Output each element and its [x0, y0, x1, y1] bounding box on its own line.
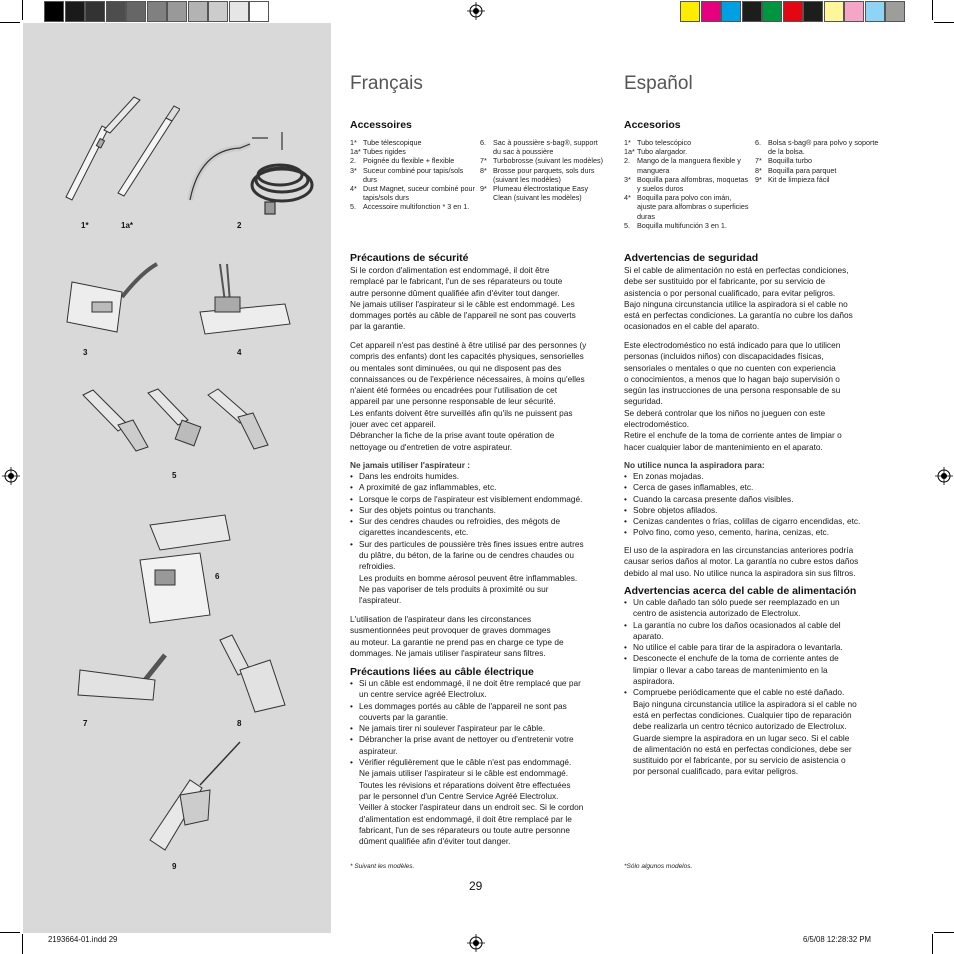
list-item: • Cuando la carcasa presente daños visibles. — [624, 494, 894, 505]
color-swatch — [762, 1, 782, 22]
accessory-number: 8* — [755, 165, 762, 175]
color-swatch — [147, 1, 167, 22]
multifunction-accessory-icon — [78, 385, 283, 455]
list-item: • Lorsque le corps de l'aspirateur est visiblement endommagé. — [350, 494, 612, 505]
accessory-number: 8* — [480, 165, 487, 175]
accessory-text: Kit de limpieza fácil — [768, 174, 830, 184]
color-swatch — [680, 1, 700, 22]
list-item: • Sur des objets pointus ou tranchants. — [350, 505, 612, 516]
accessory-text: Accessoire multifonction * 3 en 1. — [363, 202, 470, 212]
accessory-text: Boquilla para polvo con imán, ajuste para alfombras o superficies duras — [637, 193, 749, 221]
color-swatch — [229, 1, 249, 22]
accessory-number: 7* — [755, 156, 762, 166]
never-use-heading: Ne jamais utiliser l'aspirateur : — [350, 460, 471, 470]
accessory-text: Boquilla turbo — [768, 156, 812, 166]
cable-precautions-list — [624, 597, 894, 778]
list-item: • Débrancher la prise avant de nettoyer ou d'entretenir votre aspirateur. — [350, 734, 612, 757]
crop-mark — [0, 932, 20, 933]
registration-mark-icon — [2, 467, 20, 485]
hose-handle-icon — [180, 130, 315, 225]
list-item: • Sur des particules de poussière très fines issues entre autres du plâtre, du béton, de la farine ou de cendres chaudes ou refroidies. Les produits en bomme aérosol peuvent être inflammables. Ne pas vaporiser de tels produits à proximité ou sur l'aspirateur. — [350, 539, 612, 607]
safety-heading: Advertencias de seguridad — [624, 252, 759, 264]
accessory-item — [350, 138, 475, 147]
crop-mark — [934, 932, 954, 933]
accessory-item — [624, 221, 749, 230]
color-swatch — [167, 1, 187, 22]
list-item: • Dans les endroits humides. — [350, 471, 612, 482]
color-swatch — [249, 1, 269, 22]
figure-label: 2 — [237, 221, 242, 230]
accessory-number: 1* — [350, 138, 357, 147]
list-item: • Polvo fino, como yeso, cemento, harina, cenizas, etc. — [624, 527, 894, 538]
figure-label: 9 — [172, 862, 177, 871]
accessory-number: 7* — [480, 156, 487, 166]
figure-label: 5 — [172, 471, 177, 480]
parquet-brush-icon — [210, 630, 295, 715]
accessory-item — [350, 166, 475, 184]
crop-mark — [22, 0, 23, 20]
color-swatch — [106, 1, 126, 22]
accessory-text: Brosse pour parquets, sols durs (suivant les modèles) — [493, 165, 595, 184]
figure-label: 1* — [81, 221, 89, 230]
accessory-number: 5. — [350, 202, 356, 212]
turbo-brush-icon — [75, 650, 175, 715]
never-use-list — [624, 471, 894, 539]
color-swatch — [803, 1, 823, 22]
accessory-text: Tubo telescópico — [637, 138, 692, 147]
accessory-text: Dust Magnet, suceur combiné pour tapis/sols durs — [363, 184, 475, 203]
figure-label: 1a* — [121, 221, 134, 230]
crop-mark — [934, 22, 954, 23]
safety-paragraph: L'utilisation de l'aspirateur dans les circonstances susmentionnées peut provoquer de graves dommages au moteur. La garantie ne prend pas en charge ce type de dommages. Ne jamais utiliser l'aspirateur sans filtres. — [350, 614, 564, 658]
dust-magnet-nozzle-icon — [195, 262, 295, 342]
never-use-list — [350, 471, 612, 607]
accessory-text: Tube télescopique — [363, 138, 422, 147]
page-number: 29 — [469, 879, 483, 893]
list-item: • Si un câble est endommagé, il ne doit être remplacé que par un centre service agréé Electrolux. — [350, 678, 612, 701]
accessory-item — [624, 147, 749, 156]
accessory-text: Suceur combiné pour tapis/sols durs — [363, 165, 464, 184]
safety-paragraph: Si el cable de alimentación no está en perfectas condiciones, debe ser sustituido por el fabricante, por su servicio de asistencia o por personal cualificado, para evitar peligros. Bajo ninguna circunstancia utilice la aspiradora si el cable no está en perfectas condiciones. La garantía no cubre los daños ocasionados en el cable del aparato. — [624, 265, 853, 332]
accessory-number: 9* — [755, 174, 762, 184]
color-swatch — [44, 1, 64, 22]
crop-mark — [22, 934, 23, 954]
color-swatch — [126, 1, 146, 22]
crop-mark — [0, 22, 20, 23]
accessory-number: 4* — [624, 193, 631, 203]
crop-mark — [932, 934, 933, 954]
accessory-number: 2. — [350, 156, 356, 166]
accessory-number: 1a* — [624, 147, 635, 157]
color-swatch — [824, 1, 844, 22]
section-title-es: Español — [624, 73, 693, 94]
accessory-number: 9* — [480, 184, 487, 194]
accessory-number: 1* — [624, 138, 631, 147]
accessory-text: Tubo alargador. — [637, 147, 688, 157]
accessory-item — [624, 156, 749, 174]
color-swatch — [701, 1, 721, 22]
electrostatic-duster-icon — [140, 740, 250, 855]
accessories-list — [624, 138, 749, 230]
color-swatch — [85, 1, 105, 22]
color-swatch — [65, 1, 85, 22]
accessory-text: Boquilla para parquet — [768, 165, 837, 175]
color-swatch — [742, 1, 762, 22]
figure-label: 8 — [237, 719, 242, 728]
cable-precautions-list — [350, 678, 612, 847]
footnote: * Suivant les modèles. — [350, 863, 415, 870]
accessory-number: 3* — [350, 165, 357, 175]
accessories-list — [480, 138, 605, 202]
registration-mark-icon — [467, 2, 485, 20]
accessory-text: Tubes rigides — [363, 147, 406, 157]
accessory-number: 4* — [350, 184, 357, 194]
accessories-heading: Accessoires — [350, 119, 412, 131]
never-use-heading: No utilice nunca la aspiradora para: — [624, 460, 765, 470]
accessory-item — [480, 184, 605, 202]
color-swatch — [188, 1, 208, 22]
list-item: • Les dommages portés au câble de l'appareil ne sont pas couverts par la garantie. — [350, 701, 612, 724]
accessory-text: Turbobrosse (suivant les modèles) — [493, 156, 603, 166]
list-item: • Ne jamais tirer ni soulever l'aspirateur par le câble. — [350, 723, 612, 734]
footnote: *Sólo algunos modelos. — [624, 863, 693, 870]
cable-heading: Advertencias acerca del cable de alimentación — [624, 585, 857, 597]
file-slug: 2193664-01.indd 29 — [48, 935, 118, 944]
accessories-list — [755, 138, 880, 184]
accessory-text: Mango de la manguera flexible y manguera — [637, 156, 741, 175]
list-item: • Desconecte el enchufe de la toma de corriente antes de limpiar o llevar a cabo tareas de mantenimiento en la aspiradora. — [624, 653, 894, 687]
accessory-number: 3* — [624, 174, 631, 184]
accessory-number: 6. — [480, 138, 486, 147]
color-swatch — [865, 1, 885, 22]
accessory-number: 2. — [624, 156, 630, 166]
figure-label: 6 — [215, 572, 220, 581]
safety-heading: Précautions de sécurité — [350, 252, 469, 264]
accessory-number: 5. — [624, 220, 630, 230]
accessory-item — [755, 138, 880, 156]
color-swatch — [783, 1, 803, 22]
list-item: • Sobre objetos afilados. — [624, 505, 894, 516]
color-swatch — [885, 1, 905, 22]
list-item: • En zonas mojadas. — [624, 471, 894, 482]
dust-bag-holder-icon — [130, 505, 240, 625]
safety-paragraph: Cet appareil n'est pas destiné à être utilisé par des personnes (y compris des enfants) dont les capacités physiques, sensorielles ou mentales sont diminuées, ou qui ne disposent pas des connaissances ou de l'expérience nécessaires, à moins qu'elles n'aient été formées ou encadrées pour l'utilisation de cet appareil par une personne responsable de leur sécurité. Les enfants doivent être surveillés afin qu'ils ne puissent pas jouer avec cet appareil. Débrancher la fiche de la prise avant toute opération de nettoyage ou d'entretien de votre aspirateur. — [350, 340, 587, 452]
crop-mark — [932, 0, 933, 20]
list-item: • Vérifier régulièrement que le câble n'est pas endommagé. Ne jamais utiliser l'aspirateur si le câble est endommagé. Toutes les révisions et réparations doivent être effectuées par le personnel d'un Centre Service Agréé Electrolux. Veiller à stocker l'aspirateur dans un endroit sec. Si le cordon d'alimentation est endommagé, il doit être remplacé par le fabricant, l'un de ses réparateurs ou toute autre personne dûment qualifiée afin d'éviter tout danger. — [350, 757, 612, 847]
accessory-item — [755, 156, 880, 165]
accessory-text: Plumeau électrostatique Easy Clean (suivant les modèles) — [493, 184, 589, 203]
list-item: • Sur des cendres chaudes ou refroidies, des mégots de cigarettes incandescents, etc. — [350, 516, 612, 539]
timestamp-slug: 6/5/08 12:28:32 PM — [803, 935, 872, 944]
accessory-item — [624, 193, 749, 221]
list-item: • Un cable dañado tan sólo puede ser reemplazado en un centro de asistencia autorizado de Electrolux. — [624, 597, 894, 620]
accessory-item — [350, 184, 475, 202]
telescopic-tube-icon — [60, 95, 180, 205]
accessory-item — [624, 138, 749, 147]
color-swatch — [721, 1, 741, 22]
accessories-heading: Accesorios — [624, 119, 681, 131]
accessory-item — [350, 156, 475, 165]
safety-paragraph: Si le cordon d'alimentation est endommagé, il doit être remplacé par le fabricant, l'un de ses réparateurs ou toute autre personne dûment qualifiée afin d'éviter tout danger. Ne jamais utiliser l'aspirateur si le câble est endommagé. Les dommages portés au câble de l'appareil ne sont pas couverts par la garantie. — [350, 265, 576, 332]
combination-nozzle-icon — [62, 262, 162, 342]
accessory-item — [480, 138, 605, 156]
color-swatch — [208, 1, 228, 22]
list-item: • No utilice el cable para tirar de la aspiradora o levantarla. — [624, 642, 894, 653]
accessory-item — [755, 166, 880, 175]
list-item: • A proximité de gaz inflammables, etc. — [350, 482, 612, 493]
accessories-list — [350, 138, 475, 212]
list-item: • Compruebe periódicamente que el cable no esté dañado. Bajo ninguna circunstancia utilice la aspiradora si el cable no está en perfectas condiciones. Cualquier tipo de reparación debe realizarla un centro técnico autorizado de Electrolux. Guarde siempre la aspiradora en un lugar seco. Si el cable de alimentación no está en perfectas condiciones, debe ser sustituido por el fabricante, por su servicio de asistencia o por personal cualificado, para evitar peligros. — [624, 687, 894, 777]
figure-label: 3 — [83, 348, 88, 357]
figure-label: 7 — [83, 719, 88, 728]
list-item: • La garantía no cubre los daños ocasionados al cable del aparato. — [624, 620, 894, 643]
accessory-item — [624, 175, 749, 193]
section-title-fr: Français — [350, 73, 423, 94]
figure-label: 4 — [237, 348, 242, 357]
registration-mark-icon — [467, 934, 485, 952]
accessory-text: Bolsa s-bag® para polvo y soporte de la bolsa. — [768, 138, 879, 157]
safety-paragraph: El uso de la aspiradora en las circunstancias anteriores podría causar serios daños al motor. La garantía no cubre estos daños debido al mal uso. No utilice nunca la aspiradora sin sus filtros. — [624, 545, 859, 578]
accessory-number: 1a* — [350, 147, 361, 157]
registration-mark-icon — [935, 467, 953, 485]
list-item: • Cenizas candentes o frías, colillas de cigarro encendidas, etc. — [624, 516, 894, 527]
accessory-text: Boquilla para alfombras, moquetas y suelos duros — [637, 174, 749, 194]
accessory-item — [480, 166, 605, 184]
accessory-item — [350, 202, 475, 211]
list-item: • Cerca de gases inflamables, etc. — [624, 482, 894, 493]
cable-heading: Précautions liées au câble électrique — [350, 666, 534, 678]
accessory-item — [480, 156, 605, 165]
accessory-item — [350, 147, 475, 156]
accessory-item — [755, 175, 880, 184]
safety-paragraph: Este electrodoméstico no está indicado para que lo utilicen personas (incluidos niños) con discapacidades físicas, sensoriales o mentales o que no cuenten con experiencia o conocimientos, a menos que lo hagan bajo supervisión o según las instrucciones de una persona responsable de su seguridad. Se deberá controlar que los niños no jueguen con este electrodoméstico. Retire el enchufe de la toma de corriente antes de limpiar o hacer cualquier labor de mantenimiento en el aparato. — [624, 340, 842, 452]
accessory-text: Boquilla multifunción 3 en 1. — [637, 220, 727, 230]
accessory-number: 6. — [755, 138, 761, 147]
accessory-text: Poignée du flexible + flexible — [363, 156, 455, 166]
accessory-text: Sac à poussière s-bag®, support du sac à poussière — [493, 138, 598, 157]
color-swatch — [844, 1, 864, 22]
